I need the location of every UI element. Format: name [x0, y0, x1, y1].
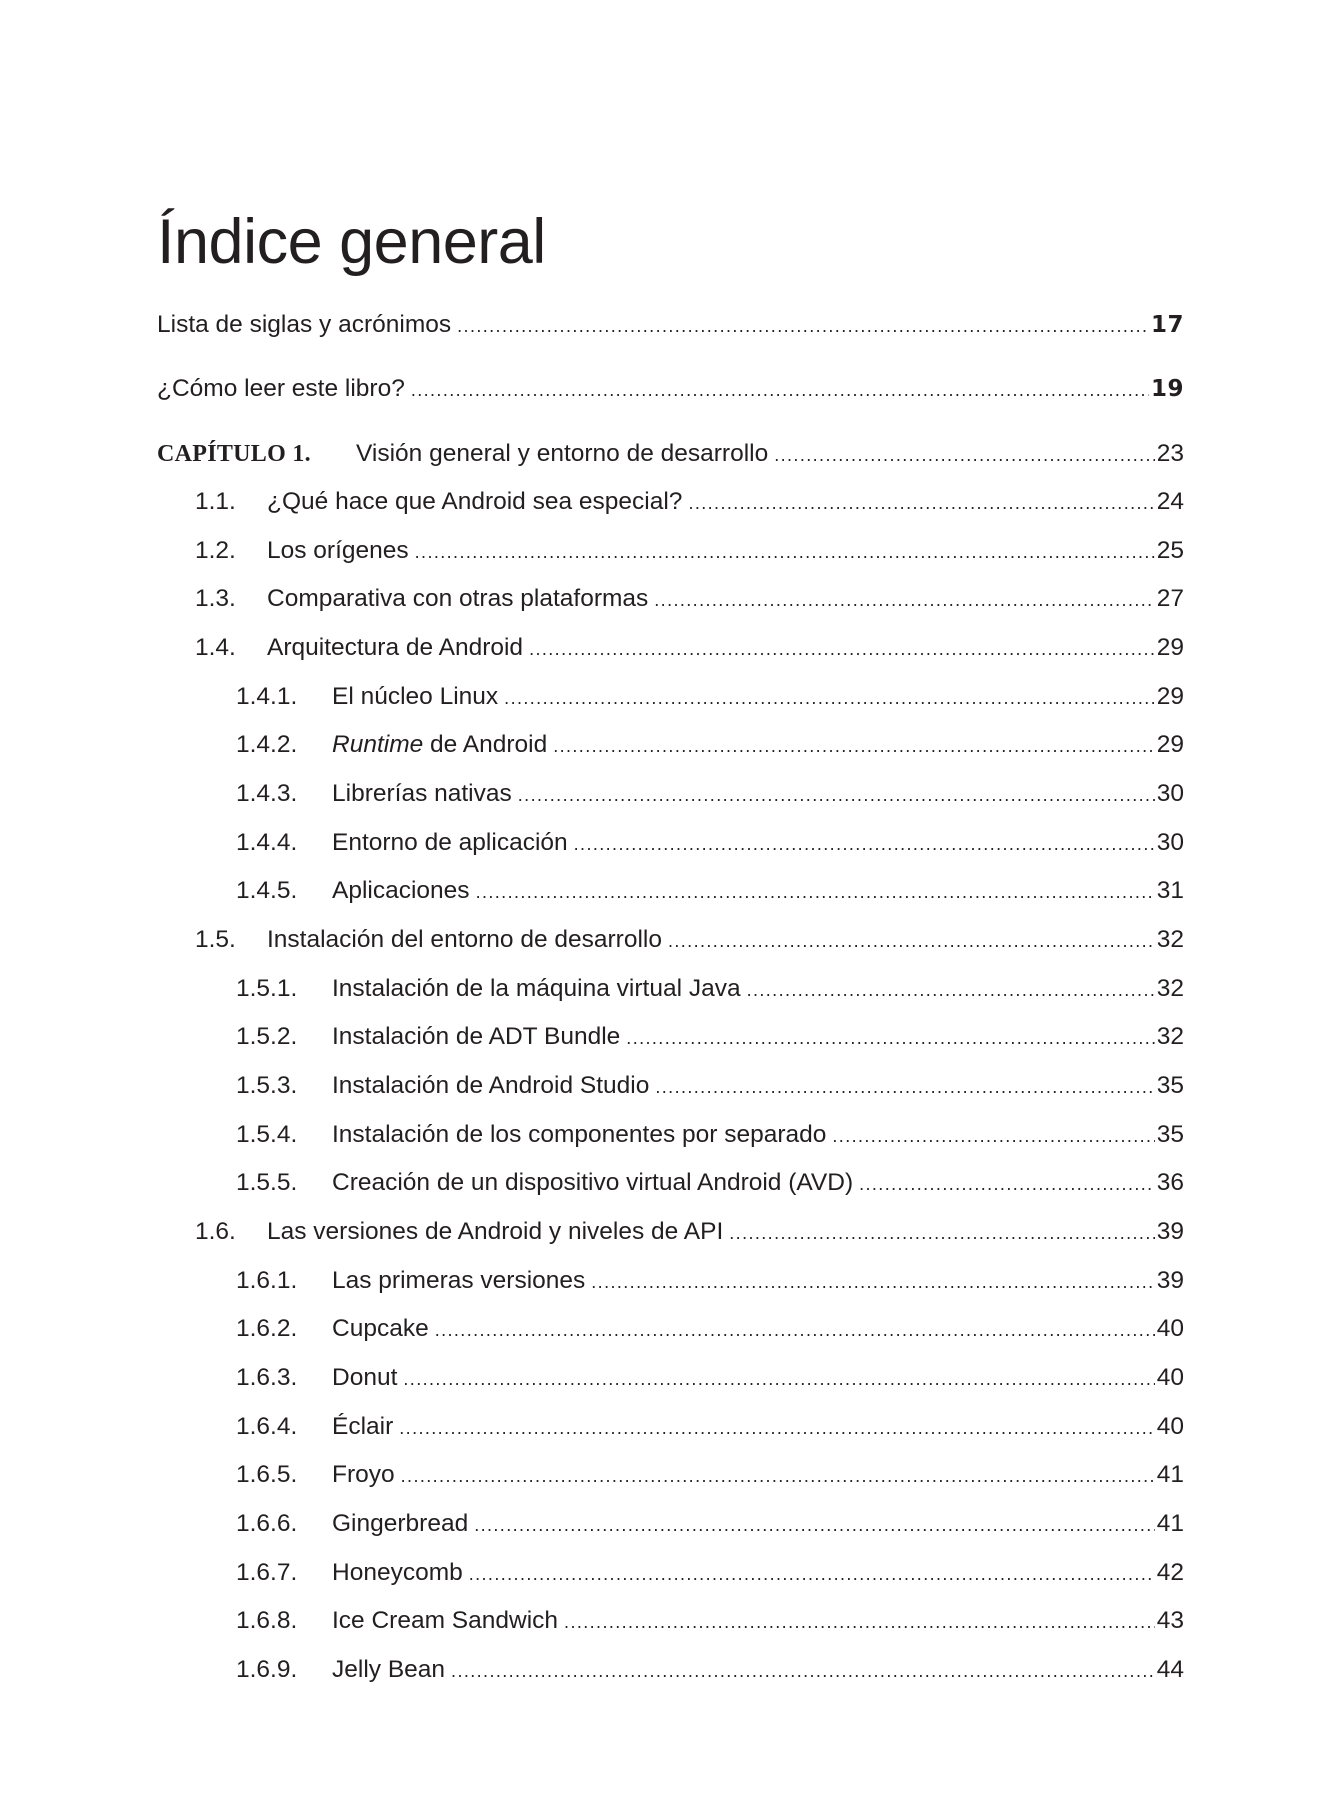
subsection-number: 1.6.3. [236, 1364, 298, 1391]
subsection-page: 42 [1156, 1559, 1184, 1586]
dot-leader [729, 1216, 1154, 1249]
toc-subsection-1-6-4[interactable] [157, 1410, 1184, 1444]
dot-leader [591, 1265, 1154, 1298]
section-number: 1.3. [195, 585, 236, 612]
subsection-number: 1.5.4. [236, 1121, 298, 1148]
subsection-number: 1.4.2. [236, 731, 298, 758]
dot-leader [435, 1313, 1155, 1346]
dot-leader [401, 1459, 1155, 1492]
dot-leader [411, 373, 1149, 406]
subsection-number: 1.5.1. [236, 975, 298, 1002]
subsection-page: 29 [1156, 683, 1184, 710]
subsection-title: Creación de un dispositivo virtual Android (AVD) [332, 1169, 854, 1196]
dot-leader [747, 973, 1155, 1006]
toc-entry-como-leer[interactable] [157, 372, 1184, 406]
toc-subsection-1-5-4[interactable] [157, 1118, 1184, 1152]
subsection-number: 1.5.2. [236, 1023, 298, 1050]
toc-subsection-1-5-5[interactable] [157, 1166, 1184, 1200]
toc-entry-title: Lista de siglas y acrónimos [157, 311, 452, 338]
toc-subsection-1-4-2[interactable] [157, 728, 1184, 762]
section-title: Instalación del entorno de desarrollo [267, 926, 662, 953]
section-page: 27 [1156, 585, 1184, 612]
subsection-title: Aplicaciones [332, 877, 470, 904]
dot-leader [832, 1119, 1154, 1152]
subsection-number: 1.6.4. [236, 1413, 298, 1440]
subsection-page: 39 [1156, 1267, 1184, 1294]
subsection-page: 40 [1156, 1315, 1184, 1342]
subsection-page: 43 [1156, 1607, 1184, 1634]
dot-leader [415, 535, 1155, 568]
section-number: 1.4. [195, 634, 236, 661]
subsection-number: 1.4.1. [236, 683, 298, 710]
toc-subsection-1-4-4[interactable] [157, 826, 1184, 860]
subsection-title: El núcleo Linux [332, 683, 499, 710]
dot-leader [553, 729, 1155, 762]
dot-leader [403, 1362, 1154, 1395]
subsection-page: 41 [1156, 1510, 1184, 1537]
toc-section-1-5[interactable] [157, 923, 1184, 957]
toc-subsection-1-6-5[interactable] [157, 1458, 1184, 1492]
section-page: 39 [1156, 1218, 1184, 1245]
section-page: 32 [1156, 926, 1184, 953]
subsection-page: 32 [1156, 975, 1184, 1002]
subsection-title: Donut [332, 1364, 398, 1391]
section-number: 1.2. [195, 537, 236, 564]
toc-entry-page: 19 [1150, 376, 1184, 402]
dot-leader [399, 1411, 1154, 1444]
dot-leader [668, 924, 1155, 957]
book-page [157, 0, 1184, 1812]
subsection-page: 31 [1156, 877, 1184, 904]
subsection-number: 1.6.6. [236, 1510, 298, 1537]
dot-leader [518, 778, 1155, 811]
subsection-number: 1.6.9. [236, 1656, 298, 1683]
subsection-title: Entorno de aplicación [332, 829, 568, 856]
subsection-number: 1.5.5. [236, 1169, 298, 1196]
toc-subsection-1-6-8[interactable] [157, 1604, 1184, 1638]
toc-entry-siglas[interactable] [157, 308, 1184, 342]
dot-leader [476, 875, 1155, 908]
toc-section-1-4[interactable] [157, 631, 1184, 665]
toc-section-1-3[interactable] [157, 582, 1184, 616]
subsection-page: 30 [1156, 780, 1184, 807]
toc-section-1-1[interactable] [157, 485, 1184, 519]
subsection-title: Froyo [332, 1461, 395, 1488]
section-title: Los orígenes [267, 537, 409, 564]
section-title: Arquitectura de Android [267, 634, 524, 661]
subsection-page: 29 [1156, 731, 1184, 758]
dot-leader [469, 1557, 1155, 1590]
toc-subsection-1-6-1[interactable] [157, 1264, 1184, 1298]
subsection-title: Éclair [332, 1413, 394, 1440]
subsection-number: 1.6.2. [236, 1315, 298, 1342]
section-number: 1.1. [195, 488, 236, 515]
subsection-number: 1.4.4. [236, 829, 298, 856]
chapter-title: Visión general y entorno de desarrollo [356, 440, 769, 467]
subsection-number: 1.6.8. [236, 1607, 298, 1634]
subsection-page: 35 [1156, 1121, 1184, 1148]
toc-subsection-1-4-1[interactable] [157, 680, 1184, 714]
subsection-page: 30 [1156, 829, 1184, 856]
section-title: ¿Qué hace que Android sea especial? [267, 488, 683, 515]
subsection-page: 40 [1156, 1413, 1184, 1440]
subsection-page: 35 [1156, 1072, 1184, 1099]
chapter-label: CAPÍTULO 1. [157, 441, 311, 467]
section-title: Comparativa con otras plataformas [267, 585, 649, 612]
subsection-title: Instalación de la máquina virtual Java [332, 975, 741, 1002]
dot-leader [626, 1021, 1154, 1054]
dot-leader [504, 681, 1155, 714]
subsection-page: 44 [1156, 1656, 1184, 1683]
dot-leader [451, 1654, 1155, 1687]
subsection-title: Instalación de ADT Bundle [332, 1023, 621, 1050]
toc-subsection-1-6-3[interactable] [157, 1361, 1184, 1395]
toc-section-1-6[interactable] [157, 1215, 1184, 1249]
toc-subsection-1-6-7[interactable] [157, 1556, 1184, 1590]
toc-entry-page: 17 [1150, 312, 1184, 338]
toc-subsection-1-5-2[interactable] [157, 1020, 1184, 1054]
subsection-page: 32 [1156, 1023, 1184, 1050]
chapter-page: 23 [1156, 440, 1184, 467]
subsection-title [332, 728, 547, 762]
dot-leader [474, 1508, 1155, 1541]
subsection-number: 1.6.1. [236, 1267, 298, 1294]
subsection-title: Honeycomb [332, 1559, 463, 1586]
subsection-page: 41 [1156, 1461, 1184, 1488]
dot-leader [457, 309, 1149, 342]
page-title: Índice general [157, 207, 546, 277]
subsection-title: Cupcake [332, 1315, 429, 1342]
subsection-title-italic: Runtime [332, 731, 424, 758]
subsection-title: Instalación de los componentes por separado [332, 1121, 827, 1148]
toc-subsection-1-4-3[interactable] [157, 777, 1184, 811]
toc-subsection-1-6-9[interactable] [157, 1653, 1184, 1687]
dot-leader [564, 1605, 1155, 1638]
subsection-page: 36 [1156, 1169, 1184, 1196]
dot-leader [859, 1167, 1155, 1200]
subsection-number: 1.6.5. [236, 1461, 298, 1488]
toc-subsection-1-4-5[interactable] [157, 874, 1184, 908]
subsection-number: 1.6.7. [236, 1559, 298, 1586]
dot-leader [654, 583, 1154, 616]
toc-chapter-1[interactable] [157, 437, 1184, 471]
toc-section-1-2[interactable] [157, 534, 1184, 568]
toc-subsection-1-5-1[interactable] [157, 972, 1184, 1006]
subsection-title: Ice Cream Sandwich [332, 1607, 559, 1634]
subsection-title: Las primeras versiones [332, 1267, 586, 1294]
subsection-number: 1.4.3. [236, 780, 298, 807]
section-page: 24 [1156, 488, 1184, 515]
section-number: 1.5. [195, 926, 236, 953]
dot-leader [655, 1070, 1154, 1103]
subsection-title: Gingerbread [332, 1510, 469, 1537]
dot-leader [688, 486, 1154, 519]
section-page: 29 [1156, 634, 1184, 661]
section-page: 25 [1156, 537, 1184, 564]
dot-leader [774, 438, 1155, 471]
subsection-page: 40 [1156, 1364, 1184, 1391]
toc-entry-title: ¿Cómo leer este libro? [157, 375, 405, 402]
subsection-title: Librerías nativas [332, 780, 512, 807]
subsection-number: 1.5.3. [236, 1072, 298, 1099]
subsection-title: Instalación de Android Studio [332, 1072, 650, 1099]
toc-subsection-1-6-2[interactable] [157, 1312, 1184, 1346]
toc-subsection-1-5-3[interactable] [157, 1069, 1184, 1103]
subsection-number: 1.4.5. [236, 877, 298, 904]
subsection-title: Jelly Bean [332, 1656, 446, 1683]
section-number: 1.6. [195, 1218, 236, 1245]
section-title: Las versiones de Android y niveles de API [267, 1218, 724, 1245]
dot-leader [529, 632, 1155, 665]
dot-leader [574, 827, 1155, 860]
toc-subsection-1-6-6[interactable] [157, 1507, 1184, 1541]
subsection-title-rest: de Android [423, 731, 548, 758]
